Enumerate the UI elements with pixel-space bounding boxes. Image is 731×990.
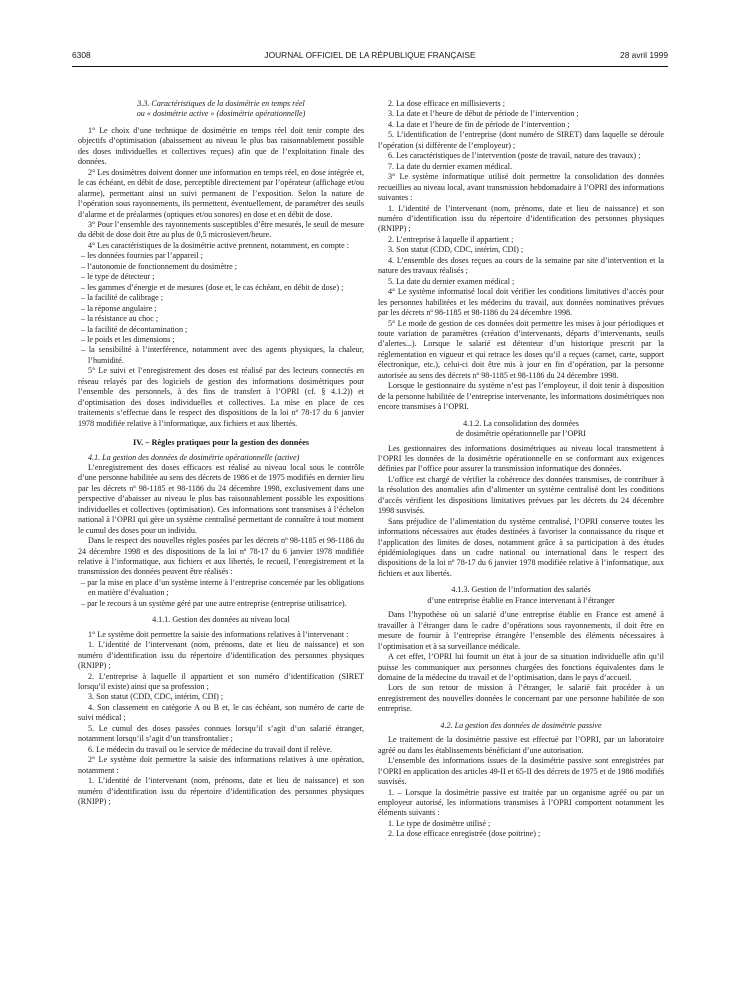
list-item: 7. La date du dernier examen médical. — [388, 161, 513, 171]
paragraph: 5° Le suivi et l’enregistrement des doses est réalisé par des lecteurs connectés en réseau relayés par des logiciels de gestion des informations dosimétriques pour l’ensemble des personnels, à des fins de transfert à l’OPRI (cf. § 4.1.2)) et d’optimisation des doses individuelles et collectives. La mise en place de ces traitements s’effectue dans le respect des dispositions de la loi nº 78-17 du 6 janvier 1978 modifiée relative à l’informatique, aux fichiers et aux libertés. — [78, 366, 364, 428]
paragraph: Dans le respect des nouvelles règles posées par les décrets nº 98-1185 et 98-1186 du 24 décembre 1998 et des dispositions de la loi nº 78-17 du 6 janvier 1978 modifiée relative à l’informatique, aux fichiers et aux libertés, le recueil, l’enregistrement et la transmission des données peuvent être réalisés : — [78, 536, 364, 577]
paragraph: 2° Le système doit permettre la saisie des informations relatives à une opération, notamment : — [78, 755, 364, 775]
paragraph: A cet effet, l’OPRI lui fournit un état à jour de sa situation individuelle afin qu’il puisse les communiquer aux personnes chargées des fonctions équivalentes dans le domaine de la médecine du travail et de l’optimisation, dans le pays d’accueil. — [378, 652, 664, 683]
page-header — [72, 50, 668, 64]
paragraph: 1° Le choix d’une technique de dosimétrie en temps réel doit tenir compte des objectifs d’optimisation (abaissement au niveau le plus bas raisonnablement possible des doses individuelles et collectives reçues) afin que de l’exploitation finale des données. — [78, 125, 364, 167]
paragraph: 1° Le système doit permettre la saisie des informations relatives à l’intervenant : — [88, 629, 349, 639]
list-item: – la réponse angulaire ; — [81, 303, 157, 313]
subsection-title-4-1-2: 4.1.2. La consolidation des données — [463, 418, 579, 428]
list-item: – la facilité de décontamination ; — [81, 324, 188, 334]
section-title-3-3-cont: ou « dosimétrie active » (dosimétrie opérationnelle) — [136, 109, 306, 119]
list-item: 1. L’identité de l’intervenant (nom, prénoms, date et lieu de naissance) et son numéro d’identification issu du répertoire d’identification des personnes physiques (RNIPP) ; — [378, 203, 664, 234]
list-item: – les données fournies par l’appareil ; — [81, 251, 203, 261]
page-number: 6308 — [72, 50, 91, 60]
paragraph: 1. – Lorsque la dosimétrie passive est traitée par un organisme agréé ou par un employeur autorisé, les informations transmises à l’OPRI comportent notamment les éléments suivants : — [378, 787, 664, 818]
list-item: 6. Les caractéristiques de l’intervention (poste de travail, nature des travaux) ; — [388, 151, 641, 161]
list-item: 1. L’identité de l’intervenant (nom, prénoms, date et lieu de naissance) et son numéro d’identification issu du répertoire d’identification des personnes physiques (RNIPP) ; — [78, 776, 364, 806]
list-item: 2. La dose efficace en millisieverts ; — [388, 99, 505, 108]
paragraph: 3° Pour l’ensemble des rayonnements susceptibles d’être mesurés, le seuil de mesure du débit de dose doit être au plus de 0,5 microsievert/heure. — [78, 219, 364, 240]
left-column — [78, 99, 364, 807]
list-item: 3. Son statut (CDD, CDC, intérim, CDI) ; — [88, 692, 224, 702]
list-item: 2. L’entreprise à laquelle il appartient et son numéro d’identification (SIRET lorsqu’il existe) ainsi que sa profession ; — [78, 671, 364, 692]
list-item: 4. Son classement en catégorie A ou B et, le cas échéant, son numéro de carte de suivi médical ; — [78, 702, 364, 723]
list-item: 3. Son statut (CDD, CDC, intérim, CDI) ; — [388, 245, 524, 255]
list-item: 4. L’ensemble des doses reçues au cours de la semaine par site d’intervention et la nature des travaux réalisés ; — [378, 255, 664, 276]
subsection-title-4-1-1: 4.1.1. Gestion des données au niveau local — [152, 615, 290, 625]
list-item: – par le recours à un système géré par une autre entreprise (entreprise utilisatrice). — [81, 598, 347, 608]
subsection-title-4-2: 4.2. La gestion des données de dosimétrie passive — [440, 720, 602, 730]
section-title-3-3: 3.3. Caractéristiques de la dosimétrie en temps réel — [137, 99, 305, 108]
paragraph: Lors de son retour de mission à l’étranger, le salarié fait procéder à un enregistrement des nouvelles données le concernant par une personne habilitée de son entreprise. — [378, 683, 664, 714]
paragraph: 5° Le mode de gestion de ces données doit permettre les mises à jour périodiques et toute variation de paramètres (création d’intervenants, départs d’intervenants, seuils d’alertes...). Lorsque le salarié est détenteur d’un historique prescrit par la réglementation en vigueur et qui retrace les doses qu’il a reçues (carnet, carte, support électronique, etc.), celui-ci doit être mis à jour en fin d’opération, par la personne autorisée au sens des décrets nº 98-1185 et 98-1186 du 24 décembre 1998. — [378, 318, 664, 380]
list-item: – le type de détecteur ; — [81, 272, 155, 282]
list-item: 5. Le cumul des doses passées connues lorsqu’il s’agit d’un salarié étranger, notamment lorsqu’il s’agit d’un transfrontalier ; — [78, 723, 364, 744]
paragraph: 3° Le système informatique utilisé doit permettre la consolidation des données recueillies au niveau local, avant transmission hebdomadaire à l’OPRI des informations suivantes : — [378, 172, 664, 203]
journal-title: JOURNAL OFFICIEL DE LA RÉPUBLIQUE FRANÇAISE — [264, 50, 476, 60]
list-item: 5. L’identification de l’entreprise (dont numéro de SIRET) dans laquelle se déroule l’opération (si différente de l’employeur) ; — [378, 130, 664, 150]
paragraph: Lorsque le gestionnaire du système n’est pas l’employeur, il doit tenir à disposition de la personne habilitée de l’entreprise intervenante, les informations dosimétriques non encore transmises à l’OPRI. — [378, 381, 664, 412]
list-item: – par la mise en place d’un système interne à l’entreprise concernée par les obligations en matière d’évaluation ; — [81, 577, 364, 598]
paragraph: L’ensemble des informations issues de la dosimétrie passive sont enregistrées par l’OPRI en application des articles 49-II et 65-II des décrets de 1975 et de 1986 modifiés susvisés. — [378, 756, 664, 787]
right-column — [378, 99, 664, 840]
list-item: – la sensibilité à l’interférence, notamment avec des agents physiques, la chaleur, l’humidité. — [81, 345, 364, 365]
list-item: 2. L’entreprise à laquelle il appartient ; — [388, 234, 514, 244]
paragraph: Le traitement de la dosimétrie passive est effectué par l’OPRI, par un laboratoire agréé ou dans les établissements bénéficiant d’une autorisation. — [378, 735, 664, 755]
list-item: 2. La dose efficace enregistrée (dose poitrine) ; — [388, 829, 541, 839]
paragraph: 4° Le système informatisé local doit vérifier les conditions limitatives d’accès pour les personnes habilitées et les médecins du travail, aux données nominatives prévues par les décrets nº 98-1185 et 98-1186 du 24 décembre 1998. — [378, 287, 664, 318]
list-item: – la résistance au choc ; — [81, 314, 159, 324]
subsection-title-4-1: 4.1. La gestion des données de dosimétrie opérationnelle (active) — [88, 452, 300, 462]
list-item: – le poids et les dimensions ; — [81, 334, 175, 344]
paragraph: 4° Les caractéristiques de la dosimétrie active prennent, notamment, en compte : — [88, 240, 350, 250]
subsection-title-4-1-3: 4.1.3. Gestion de l’information des salariés — [451, 585, 591, 595]
header-rule — [72, 66, 668, 67]
list-item: – l’autonomie de fonctionnement du dosimètre ; — [81, 261, 237, 271]
paragraph: 2° Les dosimètres doivent donner une information en temps réel, en dose intégrée et, le cas échéant, en débit de dose, perceptible directement par l’opérateur (affichage et/ou alarme), permettant ainsi un suivi permanent de l’exposition. Selon la nature de l’opération sous rayonnements, ils permettent, éventuellement, de paramétrer des seuils d’alarme et de préalarmes (optiques et/ou sonores) en dose et en débit de dose. — [78, 167, 364, 219]
list-item: – la facilité de calibrage ; — [81, 293, 164, 303]
paragraph: L’office est chargé de vérifier la cohérence des données transmises, de contribuer à la résolution des anomalies afin d’alimenter un système centralisé dont les conditions d’accès vérifient les dispositions limitatives prévues par les décrets du 24 décembre 1998 susvisés. — [378, 474, 664, 516]
list-item: 4. La date et l’heure de fin de période de l’intervention ; — [388, 119, 570, 129]
list-item: – les gammes d’énergie et de mesures (dose et, le cas échéant, en débit de dose) ; — [81, 282, 344, 292]
paragraph: L’enregistrement des doses efficaces est réalisé au niveau local sous le contrôle d’une personne habilitée au sens des décrets de 1986 et de 1975 modifiés en dernier lieu par les décrets nº 98-1185 et 98-1186 du 24 décembre 1998, exclusivement dans une perspective d’abaisser au niveau le plus bas raisonnablement possible les expositions individuelles et collectives (optimisation). Ces informations sont transmises à l’échelon national à l’OPRI qui gère un système centralisé permettant de connaître à tout moment le cumul des doses pour un individu. — [78, 462, 364, 535]
paragraph: Sans préjudice de l’alimentation du système centralisé, l’OPRI conserve toutes les informations nécessaires aux études destinées à favoriser la connaissance du risque et l’application des limites de doses, notamment grâce à sa participation à des études épidémiologiques dans un cadre national ou international dans le respect des dispositions de la loi nº 78-17 du 6 janvier 1978 modifiée relative à l’informatique, aux fichiers et aux libertés. — [378, 516, 664, 578]
paragraph: Dans l’hypothèse où un salarié d’une entreprise établie en France est amené à travailler à l’étranger dans le cadre d’opérations sous rayonnements, il doit être en mesure de fournir à l’entreprise étrangère l’ensemble des éléments nécessaires à l’optimisation et à sa surveillance médicale. — [378, 610, 664, 651]
subsection-title-4-1-2-cont: de dosimétrie opérationnelle par l’OPRI — [456, 429, 586, 439]
list-item: 1. L’identité de l’intervenant (nom, prénoms, date et lieu de naissance) et son numéro d’identification issu du répertoire d’identification des personnes physiques (RNIPP) ; — [78, 640, 364, 671]
list-item: 3. La date et l’heure de début de période de l’intervention ; — [388, 109, 579, 119]
part-title: IV. – Règles pratiques pour la gestion des données — [132, 438, 310, 448]
paragraph: Les gestionnaires des informations dosimétriques au niveau local transmettent à l’OPRI les données de la dosimétrie opérationnelle en se conformant aux exigences définies par l’office pour assurer la transmission informatique des données. — [378, 443, 664, 474]
list-item: 1. Le type de dosimètre utilisé ; — [388, 818, 491, 828]
list-item: 6. Le médecin du travail ou le service de médecine du travail dont il relève. — [88, 744, 333, 754]
list-item: 5. La date du dernier examen médical ; — [388, 276, 515, 286]
subsection-title-4-1-3-cont: d’une entreprise établie en France intervenant à l’étranger — [427, 595, 615, 605]
publication-date: 28 avril 1999 — [620, 50, 668, 60]
